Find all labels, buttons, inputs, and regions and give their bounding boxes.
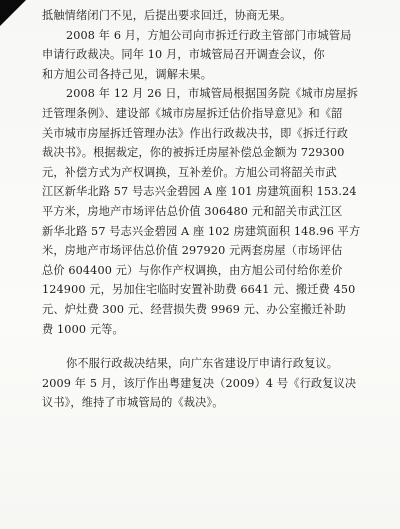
text-line: 申请行政裁决。同年 10 月，市城管局召开调查会议，你 xyxy=(42,48,325,62)
text-line: 2009 年 5 月，该厅作出粤建复决（2009）4 号《行政复议决 xyxy=(42,376,357,390)
text-line: 江区新华北路 57 号志兴金碧园 A 座 101 房建筑面积 153.24 xyxy=(42,185,357,199)
text-line: 费 1000 元等。 xyxy=(42,322,124,336)
text-line: 你不服行政裁决结果，向广东省建设厅申请行政复议。 xyxy=(66,357,339,371)
text-line: 和方旭公司各持己见，调解未果。 xyxy=(42,67,213,81)
text-line: 2008 年 12 月 26 日，市城管局根据国务院《城市房屋拆 xyxy=(66,87,359,101)
text-line: 元、炉灶费 300 元、经营损失费 9969 元、办公室搬迁补助 xyxy=(42,302,346,316)
text-line: 抵触情绪闭门不见，后提出要求回迁，协商无果。 xyxy=(42,9,292,22)
text-line: 元，补偿方式为产权调换，互补差价。方旭公司将韶关市武 xyxy=(42,165,337,179)
text-line: 总价 604400 元）与你作产权调换，由方旭公司付给你差价 xyxy=(42,263,343,277)
document-body xyxy=(42,6,386,413)
text-line: 裁决书》。根据裁定，你的被拆迁房屋补偿总金额为 729300 xyxy=(42,146,345,160)
text-line: 2008 年 6 月，方旭公司向市拆迁行政主管部门市城管局 xyxy=(66,28,352,42)
text-line: 关市城市房屋拆迁管理办法》作出行政裁决书，即《拆迁行政 xyxy=(42,126,349,140)
text-line: 米，房地产市场评估总价值 297920 元两套房屋（市场评估 xyxy=(42,244,343,258)
scan-corner-shadow xyxy=(0,0,26,26)
text-line: 议书》，维持了市城管局的《裁决》。 xyxy=(42,396,224,410)
text-line: 迁管理条例》、建设部《城市房屋拆迁估价指导意见》和《韶 xyxy=(42,106,343,120)
text-line: 124900 元，另加住宅临时安置补助费 6641 元、搬迁费 450 xyxy=(42,283,356,297)
paragraph-gap xyxy=(42,339,386,354)
text-line: 平方米，房地产市场评估总价值 306480 元和韶关市武江区 xyxy=(42,204,343,218)
text-line: 新华北路 57 号志兴金碧园 A 座 102 房建筑面积 148.96 平方 xyxy=(42,224,361,238)
